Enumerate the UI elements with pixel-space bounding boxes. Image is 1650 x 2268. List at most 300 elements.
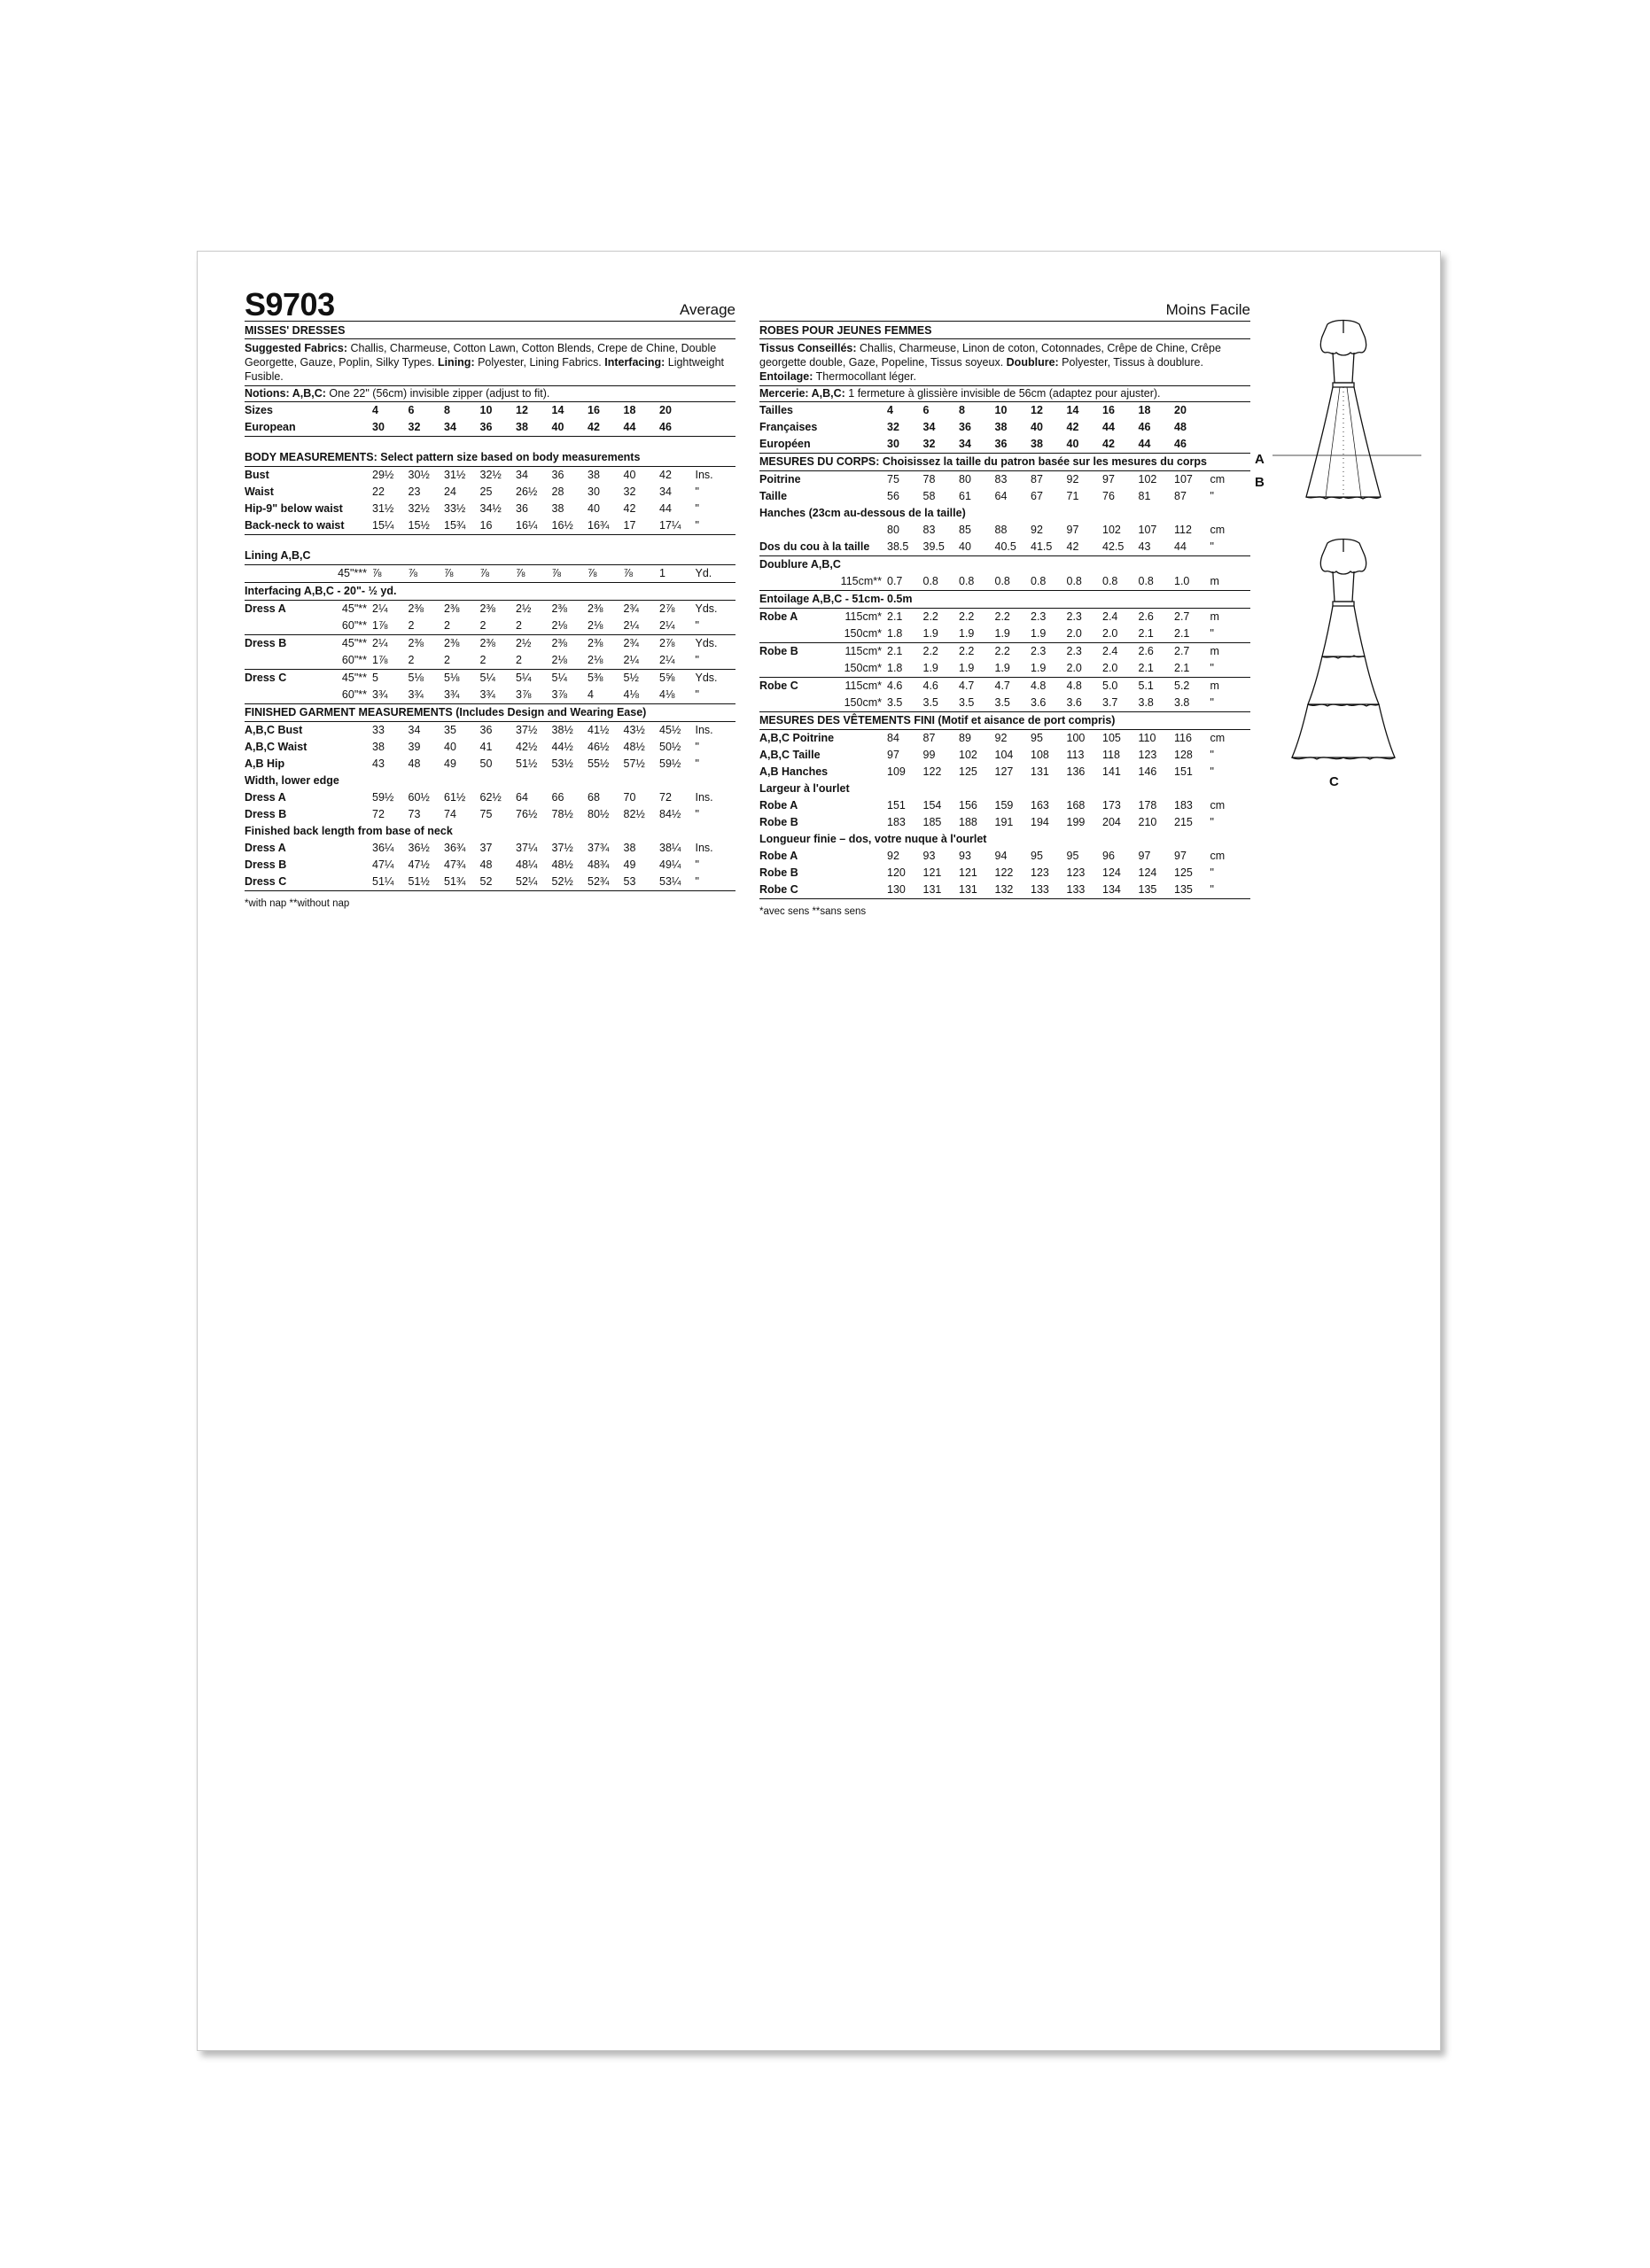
size-value: 3¾ [480,687,517,704]
size-value: 16½ [552,517,588,535]
size-value: 87 [922,732,936,744]
size-value: 3⅞ [516,687,552,704]
size-value: 8 [444,404,450,416]
size-value: 48 [408,757,421,770]
size-value: 4⅛ [659,687,696,704]
row-label: Dress A [245,791,286,804]
size-value: 93 [922,850,936,862]
size-value: 2.0 [1067,625,1103,643]
size-value: 70 [623,791,636,804]
size-value: 120 [887,866,906,879]
size-value: 56 [887,490,899,502]
size-value: 2⅛ [552,652,588,670]
pattern-code: S9703 [245,286,335,322]
size-value: 39.5 [923,539,960,556]
size-value [516,548,552,565]
size-value: 29½ [372,469,394,481]
size-value: 12 [516,404,528,416]
size-value: 32 [887,421,899,433]
table-row [759,797,1250,814]
size-value: 99 [922,749,936,761]
unit: " [695,741,699,753]
fabrics-text: Challis, Charmeuse, Linon de coton, Cotonnades, Crêpe de Chine, Crêpe georgette double, Gaze, Popeline, Tissus soyeux. [759,342,1221,369]
row-label: Sizes [245,404,273,416]
size-value: 97 [1138,850,1151,862]
size-value: 52¾ [588,874,624,891]
size-value: 5⅝ [659,672,675,684]
table-row [245,857,735,874]
header-en [245,287,735,322]
size-value: 2¼ [659,652,696,670]
size-value: 38 [1031,436,1067,454]
fabric-description [759,341,1250,384]
table-row [759,764,1250,781]
row-label: A,B Hip [245,757,285,770]
table-row [245,535,735,548]
size-value: 53 [624,874,660,891]
size-value: 16 [480,517,517,535]
size-value: 2⅜ [588,637,603,649]
size-value: 2.4 [1102,645,1118,657]
table-row [759,573,1250,591]
size-value: 40 [623,469,636,481]
size-value: 36 [959,421,971,433]
row-label: Taille [759,490,788,502]
size-value: 48 [1174,421,1187,433]
size-value: 102 [1138,473,1157,485]
notions-text: One 22" (56cm) invisible zipper (adjust to fit). [325,387,550,400]
size-value: 5¼ [516,672,532,684]
section-heading: Longueur finie – dos, votre nuque à l'ourlet [759,833,987,845]
size-value: 0.8 [995,573,1031,591]
size-value: 95 [1031,850,1043,862]
table-row [245,419,735,437]
lining-text: Polyester, Tissus à doublure. [1058,356,1203,369]
unit: " [1210,749,1214,761]
size-value: 4.8 [1031,680,1047,692]
fabrics-label: Suggested Fabrics: [245,342,347,354]
size-value: 4 [588,687,624,704]
size-value: 66 [551,791,564,804]
fabric-width [321,874,372,891]
size-value: 42 [623,502,636,515]
size-value: 61½ [444,791,466,804]
size-value: ⅞ [480,565,517,583]
size-value: 2½ [516,602,532,615]
size-value: 75 [479,808,493,820]
size-value: 2¼ [624,652,660,670]
size-value: 2.6 [1138,645,1154,657]
size-value: 2⅛ [588,617,624,635]
size-value: 116 [1174,732,1192,744]
size-value: 2⅜ [444,637,460,649]
table-row [245,670,735,687]
size-value: 133 [1031,882,1067,899]
size-value: 32½ [479,469,502,481]
size-value: 20 [1174,404,1187,416]
interfacing-label: Entoilage: [759,370,813,383]
size-value: 1.9 [995,625,1031,643]
fabric-width [321,484,372,501]
size-value: 168 [1066,799,1086,812]
size-value: 3¾ [444,687,480,704]
size-value: 2¾ [623,602,639,615]
sketch-label-c: C [1329,774,1339,789]
table-row [759,505,1250,522]
size-value [552,548,588,565]
size-value: 48¼ [516,858,538,871]
section-heading: Largeur à l'ourlet [759,782,850,795]
size-value: 97 [887,749,899,761]
size-value: 8 [959,404,965,416]
size-value: 3⅞ [552,687,588,704]
size-value: 124 [1102,866,1121,879]
fabric-description [245,341,735,384]
table-row [245,756,735,773]
row-label: Bust [245,469,269,481]
size-value: 2⅜ [444,602,460,615]
header-fr [759,287,1250,322]
table-row [245,501,735,517]
size-value: 4 [372,404,378,416]
size-value: 49 [444,757,456,770]
size-value: 3.8 [1139,695,1175,712]
unit: Ins. [695,842,713,854]
size-value: 39 [408,741,421,753]
fabric-width [836,488,887,505]
table-row [245,548,735,565]
size-value: 17¼ [659,517,696,535]
size-value: 5¼ [551,672,567,684]
table-row [759,436,1250,454]
size-value: 51¾ [444,874,480,891]
unit: " [696,687,736,704]
fabric-width: 115cm** [836,573,887,591]
size-value: 34 [959,436,995,454]
size-value: 4.6 [922,680,938,692]
size-value: 32 [623,485,636,498]
size-value [588,548,624,565]
row-label [759,522,836,539]
size-value: 123 [1031,866,1049,879]
size-value: 151 [1174,765,1193,778]
size-value: 57½ [623,757,645,770]
row-label: A,B,C Bust [245,724,303,736]
size-value: 2.3 [1066,610,1082,623]
fabric-width [321,419,372,437]
french-column [759,287,1250,917]
size-value: 40 [959,539,995,556]
size-value: 3.6 [1031,695,1067,712]
row-label: Dos du cou à la taille [759,539,836,556]
fabric-width: 115cm* [844,610,882,623]
size-value: 42.5 [1102,539,1139,556]
fabric-width: 150cm* [836,695,887,712]
table-row [759,522,1250,539]
size-value: 2⅞ [659,602,675,615]
row-label: Lining A,B,C [245,548,321,565]
size-value: 104 [994,749,1014,761]
fabric-width [321,739,372,756]
size-value: 26½ [516,485,538,498]
table-row [245,467,735,485]
size-value: 2.3 [1066,645,1082,657]
table-row [759,454,1250,471]
size-value: 1.8 [887,625,923,643]
size-value: 25 [479,485,493,498]
size-value: 76½ [516,808,538,820]
size-value: 2.6 [1138,610,1154,623]
size-value: 49 [623,858,636,871]
size-value: 47½ [408,858,430,871]
unit: m [1210,610,1219,623]
size-value: 102 [1102,524,1121,536]
table-row [759,556,1250,574]
unit: " [696,652,736,670]
size-value: 16 [1102,404,1115,416]
size-value: 191 [994,816,1014,828]
size-value: 5¼ [479,672,495,684]
size-value: 37 [479,842,493,854]
size-value: 41.5 [1031,539,1067,556]
fabric-width [836,848,887,865]
row-label: Dress A [245,602,286,615]
table-row [759,865,1250,882]
size-value: 1.9 [995,660,1031,678]
row-label: Dress A [245,842,286,854]
table-row [245,601,735,618]
size-value: 1 [659,565,696,583]
row-label: Poitrine [759,473,801,485]
size-value: 2 [444,652,480,670]
unit: " [1210,882,1251,899]
fabric-width: 115cm* [844,645,882,657]
fabric-width [836,747,887,764]
size-value: 215 [1174,816,1193,828]
size-value: 2⅛ [588,652,624,670]
size-value: 37¼ [516,842,538,854]
size-value: 0.8 [1139,573,1175,591]
size-value: 2¼ [372,637,388,649]
size-value: 38.5 [887,539,923,556]
size-value: 44 [1139,436,1175,454]
row-label: Dress C [245,672,287,684]
row-label: Waist [245,485,274,498]
size-value: 2⅜ [551,602,567,615]
size-value: 2.4 [1102,610,1118,623]
size-value [480,548,517,565]
size-value: 2¼ [659,617,696,635]
unit [1210,419,1251,436]
row-label: Back-neck to waist [245,517,321,535]
table-row [245,687,735,704]
size-value: 38 [588,469,600,481]
size-value: 131 [923,882,960,899]
size-value: 178 [1138,799,1157,812]
fabric-width: 45"** [341,637,367,649]
size-value: ⅞ [624,565,660,583]
row-label: Robe B [759,866,798,879]
fabric-width: 60"** [321,687,372,704]
size-value: 130 [887,882,923,899]
size-value: 2⅜ [479,602,495,615]
table-row [245,437,735,450]
size-value: 36 [995,436,1031,454]
size-value: 1.9 [923,625,960,643]
size-value: 4.8 [1066,680,1082,692]
size-value: 16¾ [588,517,624,535]
table-row [759,747,1250,764]
size-value: 51½ [409,874,445,891]
size-value: 83 [922,524,936,536]
size-value: 1.9 [923,660,960,678]
size-value: 97 [1102,473,1115,485]
fabric-width: 150cm* [836,660,887,678]
unit: " [1210,490,1214,502]
size-value: 84 [887,732,899,744]
unit: m [1210,573,1251,591]
size-value: 121 [922,866,942,879]
section-title: ROBES POUR JEUNES FEMMES [759,324,1250,339]
english-column [245,287,735,909]
size-value: 2 [409,617,445,635]
unit [696,402,736,419]
table-row [759,643,1250,661]
size-value: 53¼ [659,874,696,891]
size-value: 59½ [659,757,681,770]
row-label: Dress B [245,808,287,820]
size-value: 42 [1066,421,1079,433]
size-value: 24 [444,485,456,498]
unit: m [1210,645,1219,657]
table-row [245,773,735,789]
size-value: 3.8 [1174,695,1210,712]
size-value: 2⅞ [659,637,675,649]
fabric-width: 115cm* [844,680,882,692]
size-value: 36 [551,469,564,481]
size-value: 0.8 [1102,573,1139,591]
size-value: 83 [994,473,1008,485]
unit: " [1210,765,1214,778]
size-value [659,548,696,565]
table-row [245,840,735,857]
size-value: 42 [1067,539,1103,556]
size-value: 2.0 [1102,625,1139,643]
size-value: 1⅞ [372,652,409,670]
size-value: 6 [408,404,415,416]
size-value: 3.5 [923,695,960,712]
section-heading: Hanches (23cm au-dessous de la taille) [759,507,966,519]
unit: cm [1210,524,1226,536]
size-value: 36¼ [372,842,394,854]
size-value: 32½ [408,502,430,515]
size-value: 2 [516,652,552,670]
size-value: 59½ [372,791,394,804]
row-label: Robe A [759,799,798,812]
fabric-width [321,467,372,485]
size-value: 107 [1174,473,1193,485]
size-value: 42 [1102,436,1139,454]
section-heading: MESURES DU CORPS: Choisissez la taille du patron basée sur les mesures du corps [759,454,1250,471]
size-value: 127 [994,765,1014,778]
size-value: 2 [516,617,552,635]
size-value: 183 [1174,799,1193,812]
size-value: 2.2 [959,645,975,657]
table-row [245,449,735,467]
size-value: 2.1 [1174,660,1210,678]
table-row [245,517,735,535]
size-value: 52½ [552,874,588,891]
size-value: 84½ [659,808,681,820]
size-value: 36 [480,419,517,437]
row-label [759,573,836,591]
size-value: 2⅜ [408,637,424,649]
size-value: 122 [922,765,942,778]
size-value: 2.3 [1031,610,1047,623]
size-value: 87 [1174,490,1187,502]
size-value: 121 [959,866,977,879]
unit: " [696,617,736,635]
size-value: 46 [1174,436,1210,454]
unit: " [1210,539,1251,556]
size-value: 1.9 [959,660,995,678]
size-value: 85 [959,524,971,536]
size-value: 2⅜ [479,637,495,649]
row-label [759,660,836,678]
size-value: 154 [922,799,942,812]
row-label: Robe B [759,645,798,657]
section-title: MISSES' DRESSES [245,324,735,339]
size-value: 2.1 [1174,625,1210,643]
size-value: 159 [994,799,1014,812]
size-value: 125 [1174,866,1193,879]
size-value: 3.5 [959,695,995,712]
size-value: 80 [959,473,971,485]
lining-text: Polyester, Lining Fabrics. [474,356,605,369]
table-row [245,739,735,756]
size-value: 94 [994,850,1008,862]
section-heading: MESURES DES VÊTEMENTS FINI (Motif et aisance de port compris) [759,712,1250,730]
size-value: 95 [1066,850,1079,862]
size-value: 134 [1102,882,1139,899]
table-row [245,652,735,670]
size-value: 2 [444,617,480,635]
row-label: Dress B [245,858,287,871]
unit: " [1210,625,1251,643]
size-value: 34 [922,421,936,433]
size-value: 2 [480,652,517,670]
section-heading: FINISHED GARMENT MEASUREMENTS (Includes Design and Wearing Ease) [245,704,735,722]
row-label [759,625,836,643]
measurements-table-en [245,402,735,891]
lining-label: Lining: [437,356,475,369]
size-value: 2.1 [1139,660,1175,678]
interfacing-text: Thermocollant léger. [813,370,916,383]
size-value: 52¼ [516,874,552,891]
size-value: 113 [1066,749,1085,761]
notions-label: Notions: A,B,C: [245,387,326,400]
size-value: 44 [659,502,672,515]
size-value: 124 [1138,866,1157,879]
size-value: 123 [1138,749,1157,761]
size-value: 10 [479,404,493,416]
size-value: 40 [1031,421,1043,433]
size-value: 2.2 [922,610,938,623]
fabric-width [836,471,887,489]
spacer [245,535,735,548]
size-value: 34½ [479,502,502,515]
size-value: 62½ [479,791,502,804]
